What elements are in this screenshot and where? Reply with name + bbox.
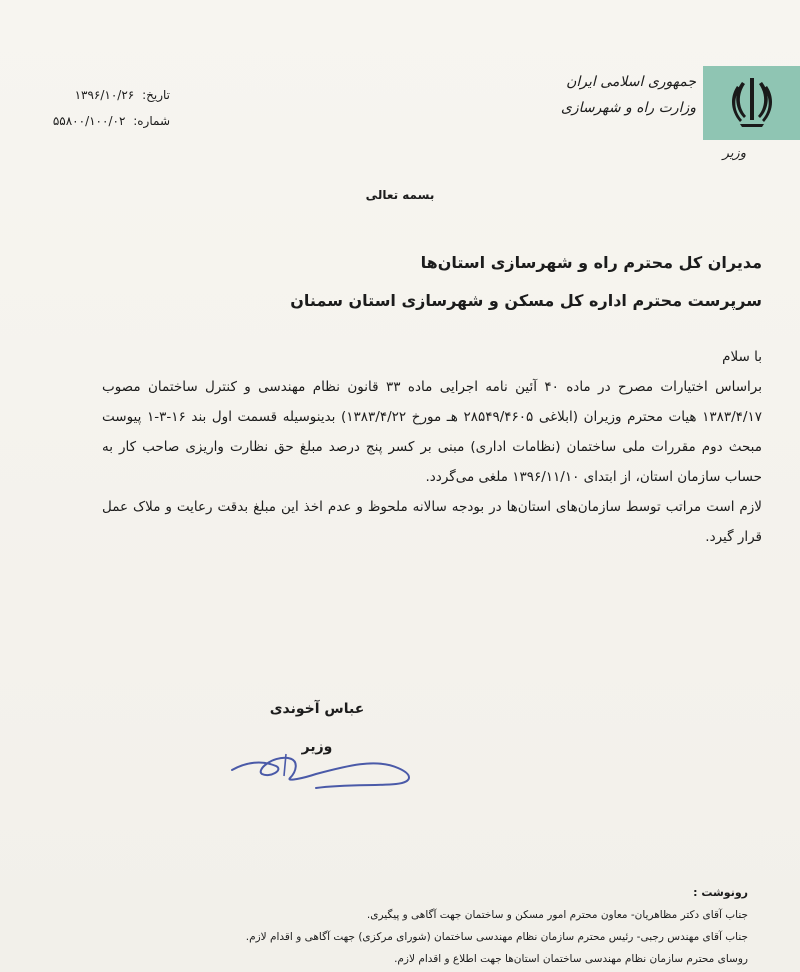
handwritten-signature [226, 748, 426, 798]
body-paragraph-1: براساس اختیارات مصرح در ماده ۴۰ آئین نامه اجرایی ماده ۳۳ قانون نظام مهندسی و کنترل ساختمان مصوب ۱۳۸۳/۴/۱۷ هیات محترم وزیران (ابلاغی ۲۸۵۴۹/۴۶۰۵ هـ مورخ ۱۳۸۳/۴/۲۲) بدینوسیله قسمت اول بند ۱۶-۳-۱ پیوست مبحث دوم مقررات ملی ساختمان (نظامات اداری) مبنی بر کسر پنج درصد مبلغ حق نظارت واریزی صاحب کار به حساب سازمان استان، از ابتدای ۱۳۹۶/۱۱/۱۰ ملغی می‌گردد. [102, 379, 763, 485]
cc-line-1: جناب آقای دکتر مظاهریان- معاون محترم امور مسکن و ساختمان جهت آگاهی و پیگیری. [366, 909, 748, 921]
minister-label: وزیر [722, 146, 746, 161]
letter-body [102, 342, 762, 552]
number-value: ۵۵۸۰۰/۱۰۰/۰۲ [52, 114, 126, 128]
cc-line-2: جناب آقای مهندس رجبی- رئیس محترم سازمان نظام مهندسی ساختمان (شورای مرکزی) جهت آگاهی و اقدام لازم. [245, 931, 748, 943]
ministry-name: وزارت راه و شهرسازی [560, 100, 696, 116]
number-row [30, 108, 170, 134]
cc-block [48, 882, 748, 970]
signer-title: وزیر [301, 739, 333, 755]
cc-title: رونوشت : [693, 886, 748, 899]
addressee-block [162, 244, 762, 320]
cc-line-3: روسای محترم سازمان نظام مهندسی ساختمان استان‌ها جهت اطلاع و اقدام لازم. [394, 953, 748, 965]
greeting: با سلام [722, 349, 762, 365]
date-row [30, 82, 170, 108]
letter-meta [30, 82, 170, 134]
bismillah: بسمه تعالی [365, 188, 435, 202]
iran-emblem-icon [730, 74, 774, 132]
ministry-header [536, 74, 696, 116]
body-paragraph-2: لازم است مراتب توسط سازمان‌های استان‌ها در بودجه سالانه ملحوظ و عدم اخذ این مبلغ بدقت رعایت و ملاک عمل قرار گیرد. [102, 499, 762, 545]
addressee-line-2: سرپرست محترم اداره کل مسکن و شهرسازی استان سمنان [290, 291, 762, 310]
signer-name: عباس آخوندی [269, 701, 365, 717]
date-value: ۱۳۹۶/۱۰/۲۶ [74, 88, 135, 102]
iran-emblem-box [703, 66, 800, 140]
number-label: شماره: [133, 114, 170, 128]
country-name: جمهوری اسلامی ایران [566, 74, 696, 90]
date-label: تاریخ: [142, 88, 170, 102]
addressee-line-1: مدیران کل محترم راه و شهرسازی استان‌ها [420, 253, 762, 272]
